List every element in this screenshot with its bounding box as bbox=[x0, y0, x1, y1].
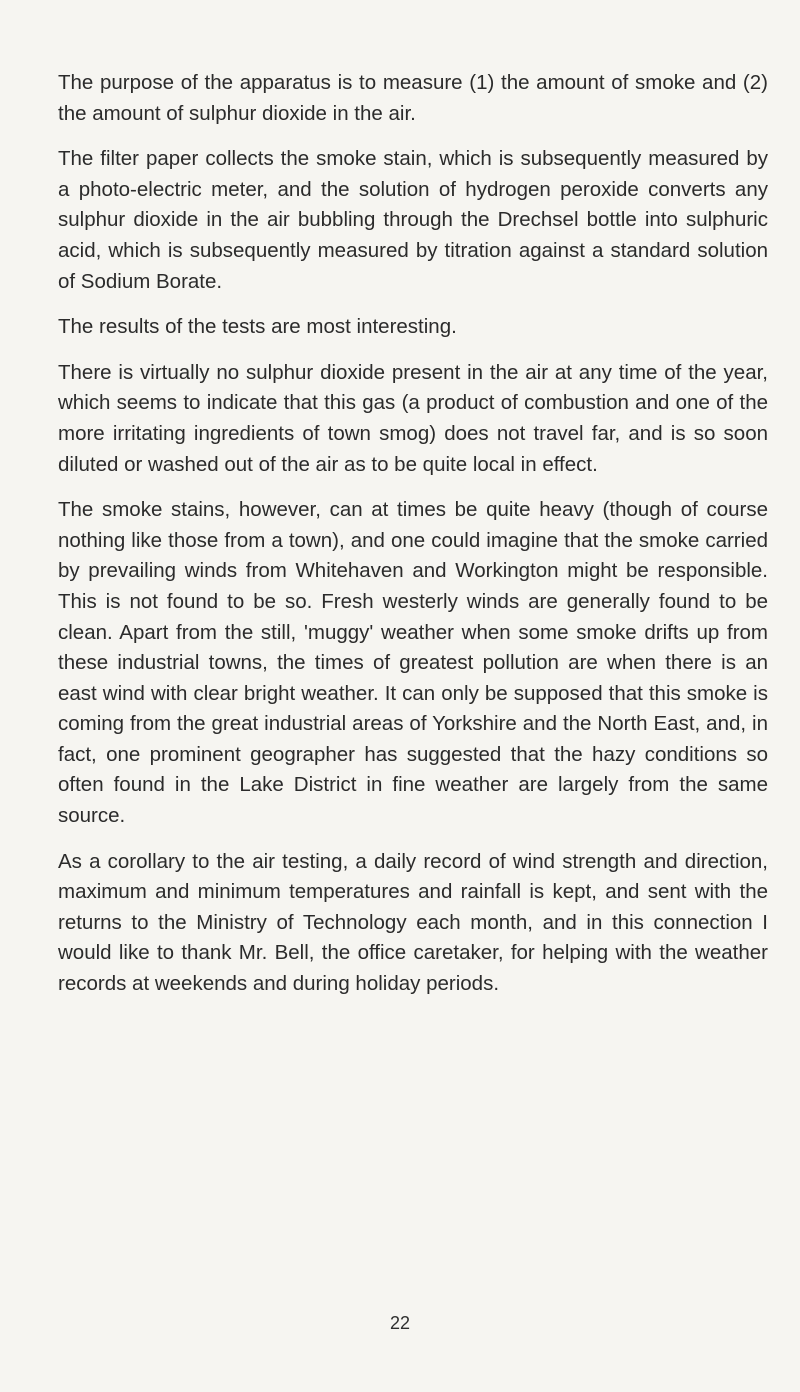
paragraph-results: The results of the tests are most interesting. bbox=[58, 315, 457, 339]
paragraph-sulphur-dioxide: There is virtually no sulphur dioxide present in the air at any time of the year, which seems to indicate that this gas (a product of combustion and one of the more irritating ingredients of town smog) does not travel far, and is so soon diluted or washed out of the air as to be quite local in effect. bbox=[58, 360, 768, 476]
paragraph-apparatus-purpose: The purpose of the apparatus is to measure (1) the amount of smoke and (2) the amount of sulphur dioxide in the air. bbox=[58, 71, 768, 125]
paragraph-weather-records: As a corollary to the air testing, a daily record of wind strength and direction, maximum and minimum temperatures and rainfall is kept, and sent with the returns to the Ministry of Technology each month, and in this connection I would like to thank Mr. Bell, the office caretaker, for helping with the weather records at weekends and during holiday periods. bbox=[58, 849, 768, 996]
body-text bbox=[58, 68, 768, 1015]
page-number: 22 bbox=[390, 1313, 411, 1333]
paragraph-filter-paper: The filter paper collects the smoke stain, which is subsequently measured by a photo-electric meter, and the solution of hydrogen peroxide converts any sulphur dioxide in the air bubbling through the Drechsel bottle into sulphuric acid, which is subsequently measured by titration against a standard solution of Sodium Borate. bbox=[58, 147, 768, 293]
paragraph-smoke-stains: The smoke stains, however, can at times be quite heavy (though of course nothing like those from a town), and one could imagine that the smoke carried by prevailing winds from Whitehaven and Workington might be responsible. This is not found to be so. Fresh westerly winds are generally found to be clean. Apart from the still, 'muggy' weather when some smoke drifts up from these industrial towns, the times of greatest pollution are when there is an east wind with clear bright weather. It can only be supposed that this smoke is coming from the great industrial areas of Yorkshire and the North East, and, in fact, one prominent geographer has suggested that the hazy conditions so often found in the Lake District in fine weather are largely from the same source. bbox=[58, 498, 768, 828]
